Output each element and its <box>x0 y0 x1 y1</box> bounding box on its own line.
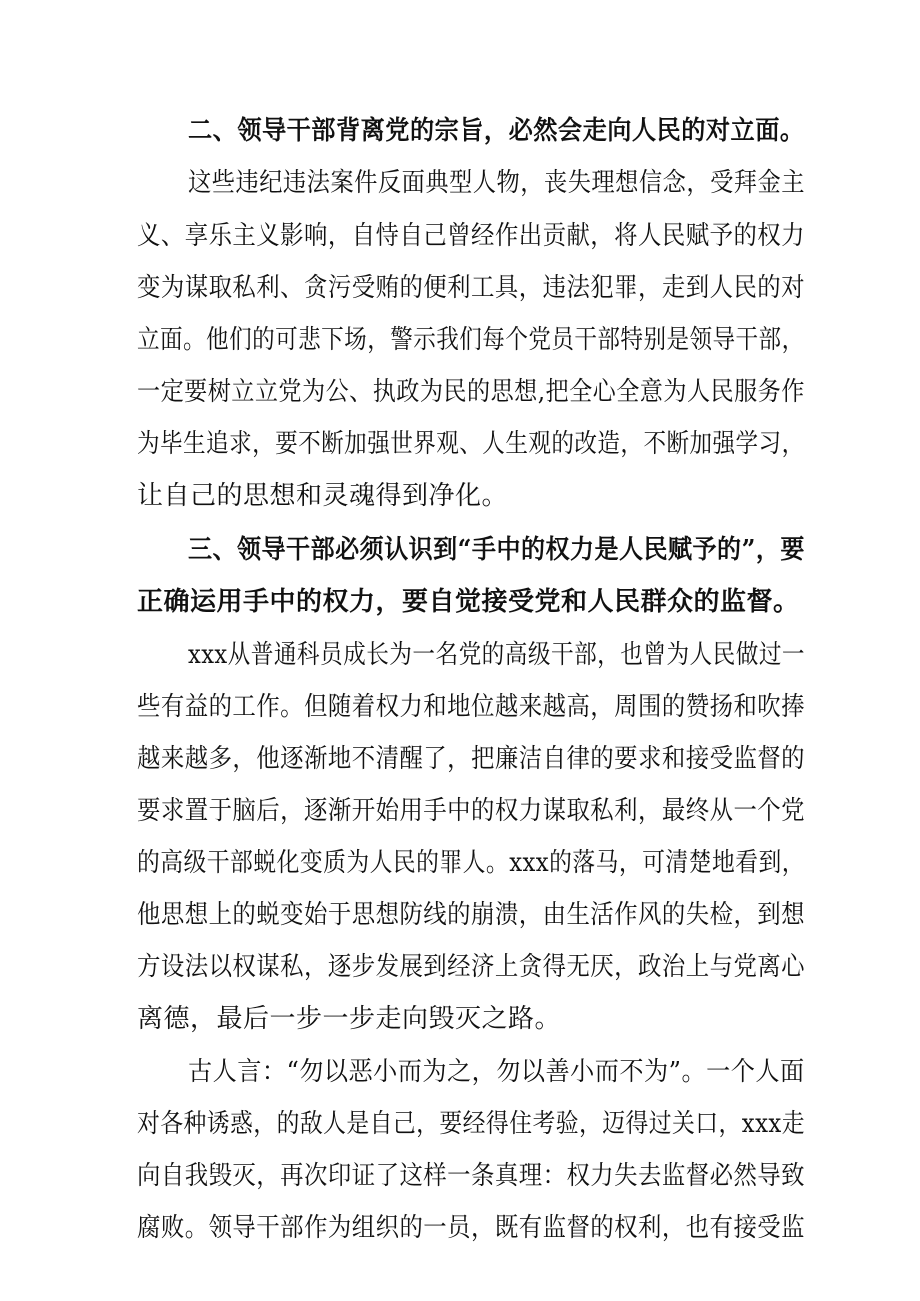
paragraph-line: 变为谋取私利、贪污受贿的便利工具，违法犯罪，走到人民的对 <box>137 273 806 303</box>
paragraph-line: 腐败。领导干部作为组织的一员，既有监督的权利，也有接受监 <box>137 1213 806 1243</box>
paragraph-line: 离德，最后一步一步走向毁灭之路。 <box>137 1004 562 1034</box>
paragraph-line: xxx从普通科员成长为一名党的高级干部，也曾为人民做过一 <box>188 640 806 670</box>
paragraph-line: 一定要树立立党为公、执政为民的思想,把全心全意为人民服务作 <box>137 377 805 407</box>
section-heading-3: 三、领导干部必须认识到“手中的权力是人民赋予的”，要 <box>188 535 805 565</box>
paragraph-line: 要求置于脑后，逐渐开始用手中的权力谋取私利，最终从一个党 <box>137 796 806 826</box>
paragraph-line: 越来越多，他逐渐地不清醒了，把廉洁自律的要求和接受监督的 <box>137 744 806 774</box>
paragraph-line: 向自我毁灭，再次印证了这样一条真理：权力失去监督必然导致 <box>137 1161 806 1191</box>
paragraph-line: 立面。他们的可悲下场，警示我们每个党员干部特别是领导干部， <box>137 325 805 355</box>
paragraph-line: 这些违纪违法案件反面典型人物，丧失理想信念，受拜金主 <box>188 168 806 198</box>
paragraph-line: 他思想上的蜕变始于思想防线的崩溃，由生活作风的失检，到想 <box>137 900 806 930</box>
paragraph-line: 对各种诱惑，的敌人是自己，要经得住考验，迈得过关口，xxx走 <box>137 1109 806 1139</box>
section-heading-2: 二、领导干部背离党的宗旨，必然会走向人民的对立面。 <box>188 116 805 146</box>
paragraph-line: 义、享乐主义影响，自恃自己曾经作出贡献，将人民赋予的权力 <box>137 221 806 251</box>
section-heading-3-cont: 正确运用手中的权力，要自觉接受党和人民群众的监督。 <box>137 587 800 617</box>
paragraph-line: 的高级干部蜕化变质为人民的罪人。xxx的落马，可清楚地看到， <box>137 848 806 878</box>
paragraph-line: 让自己的思想和灵魂得到净化。 <box>137 481 509 511</box>
paragraph-line: 为毕生追求，要不断加强世界观、人生观的改造，不断加强学习， <box>137 429 805 459</box>
paragraph-line: 古人言：“勿以恶小而为之，勿以善小而不为”。一个人面 <box>188 1057 805 1087</box>
paragraph-line: 方设法以权谋私，逐步发展到经济上贪得无厌，政治上与党离心 <box>137 952 806 982</box>
paragraph-line: 些有益的工作。但随着权力和地位越来越高，周围的赞扬和吹捧 <box>137 692 806 722</box>
